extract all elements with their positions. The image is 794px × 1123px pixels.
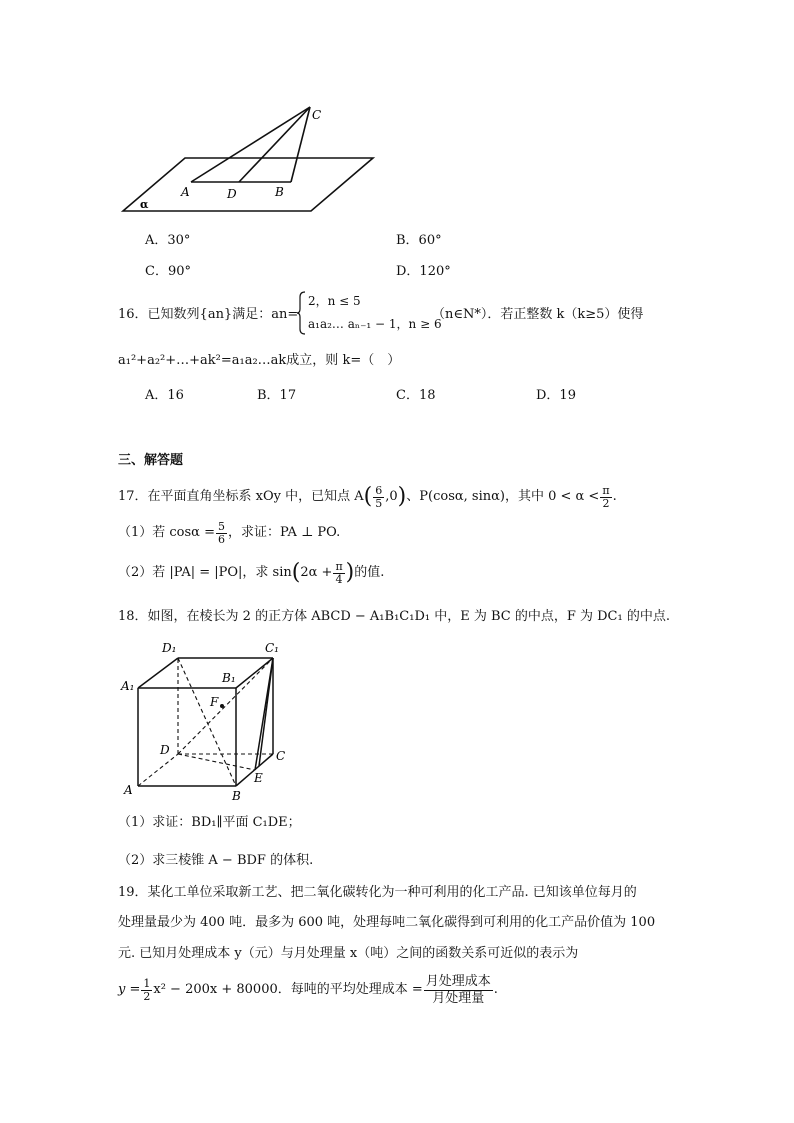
label-b1: B₁ xyxy=(222,671,236,685)
paren-close: ) xyxy=(345,560,355,585)
label-f: F xyxy=(210,695,219,709)
frac-den: 6 xyxy=(218,532,225,546)
frac-den: 月处理量 xyxy=(432,990,485,1006)
q17-p2inner: 2α + xyxy=(300,565,333,580)
plane-triangle-figure xyxy=(118,100,378,220)
frac-num: 1 xyxy=(143,976,151,990)
frac-num: 5 xyxy=(218,519,225,533)
q16-option-c[interactable]: C．18 xyxy=(396,388,436,403)
frac-one-half xyxy=(141,978,152,1003)
q15-option-b[interactable]: B．60° xyxy=(396,233,442,248)
q17-p1b: ，求证：PA ⊥ PO. xyxy=(228,525,341,540)
q17-p2b: 的值. xyxy=(354,565,385,580)
label-c: C xyxy=(312,108,322,122)
q19-end: . xyxy=(493,982,498,997)
cube-figure xyxy=(118,636,298,806)
section-title: 三、解答题 xyxy=(118,453,184,468)
frac-den: 5 xyxy=(375,496,383,510)
label-e: E xyxy=(254,771,263,785)
q17-line1-end: . xyxy=(612,489,617,504)
frac-den: 2 xyxy=(143,989,151,1003)
q17-line1 xyxy=(118,484,617,510)
q16-case1: 2，n ≤ 5 xyxy=(308,294,361,308)
label-b: B xyxy=(232,789,241,803)
q17-p2a: （2）若 |PA| = |PO|，求 sin xyxy=(118,565,292,580)
segment-bc xyxy=(291,107,310,182)
q18-part1: （1）求证：BD₁∥平面 C₁DE； xyxy=(118,815,301,830)
label-c: C xyxy=(276,749,286,763)
q15-option-a[interactable]: A．30° xyxy=(145,233,191,248)
label-d1: D₁ xyxy=(162,641,177,655)
frac-pi-2 xyxy=(600,485,611,510)
paren-close: ) xyxy=(397,484,407,509)
q19-y: y = xyxy=(118,982,141,997)
q16-option-a[interactable]: A．16 xyxy=(145,388,184,403)
q19-line3: 元. 已知月处理成本 y（元）与月处理量 x（吨）之间的函数关系可近似的表示为 xyxy=(118,946,579,961)
frac-six-fifths xyxy=(373,485,384,510)
label-b: B xyxy=(275,185,284,199)
q16-option-d[interactable]: D．19 xyxy=(536,388,576,403)
label-d: D xyxy=(160,743,170,757)
label-c1: C₁ xyxy=(265,641,279,655)
label-d: D xyxy=(227,187,237,201)
frac-num: π xyxy=(335,559,343,573)
brace-icon xyxy=(296,291,306,335)
q15-option-d[interactable]: D．120° xyxy=(396,264,451,279)
frac-num: π xyxy=(602,483,610,497)
plane-alpha xyxy=(123,158,373,211)
q17-p1a: （1）若 cosα = xyxy=(118,525,215,540)
label-a: A xyxy=(124,783,133,797)
q19-line1: 19．某化工单位采取新工艺、把二氧化碳转化为一种可利用的化工产品. 已知该单位每月的 xyxy=(118,885,637,900)
q17-line1a: 17．在平面直角坐标系 xOy 中，已知点 A xyxy=(118,489,364,504)
paren-open: ( xyxy=(291,560,301,585)
frac-den: 2 xyxy=(602,496,610,510)
q16-suffix: （n∈N*）．若正整数 k（k≥5）使得 xyxy=(432,307,644,322)
q16-case2: a₁a₂… aₙ₋₁ − 1，n ≥ 6 xyxy=(308,317,442,331)
q19-line2: 处理量最少为 400 吨．最多为 600 吨，处理每吨二氧化碳得到可利用的化工产品价值为 100 xyxy=(118,915,656,930)
label-a: A xyxy=(181,185,190,199)
q16-line2: a₁²+a₂²+…+ak²=a₁a₂…ak成立，则 k=（ ） xyxy=(118,353,401,368)
frac-avg-cost xyxy=(424,974,493,1007)
point-a-rest: ,0 xyxy=(385,489,398,504)
q18-line1: 18．如图，在棱长为 2 的正方体 ABCD − A₁B₁C₁D₁ 中，E 为 BC 的中点，F 为 DC₁ 的中点. xyxy=(118,609,670,624)
paren-open: ( xyxy=(363,484,373,509)
frac-num: 月处理成本 xyxy=(425,973,491,989)
q17-part1 xyxy=(118,520,340,546)
point-f xyxy=(220,704,224,708)
frac-five-sixths xyxy=(216,521,227,546)
label-a1: A₁ xyxy=(121,679,135,693)
q16-option-b[interactable]: B．17 xyxy=(257,388,297,403)
frac-num: 6 xyxy=(375,483,383,497)
frac-den: 4 xyxy=(335,572,343,586)
q18-part2: （2）求三棱锥 A − BDF 的体积. xyxy=(118,853,314,868)
q19-rest: x² − 200x + 80000．每吨的平均处理成本 = xyxy=(153,982,423,997)
q19-formula xyxy=(118,972,498,1008)
frac-pi-4 xyxy=(333,561,344,586)
q16-prefix: 16．已知数列{an}满足：an= xyxy=(118,307,299,322)
q17-line1b: 、P(cosα, sinα)，其中 0 < α < xyxy=(406,489,600,504)
label-alpha: α xyxy=(140,198,149,211)
q15-option-c[interactable]: C．90° xyxy=(145,264,191,279)
q17-part2 xyxy=(118,560,384,586)
